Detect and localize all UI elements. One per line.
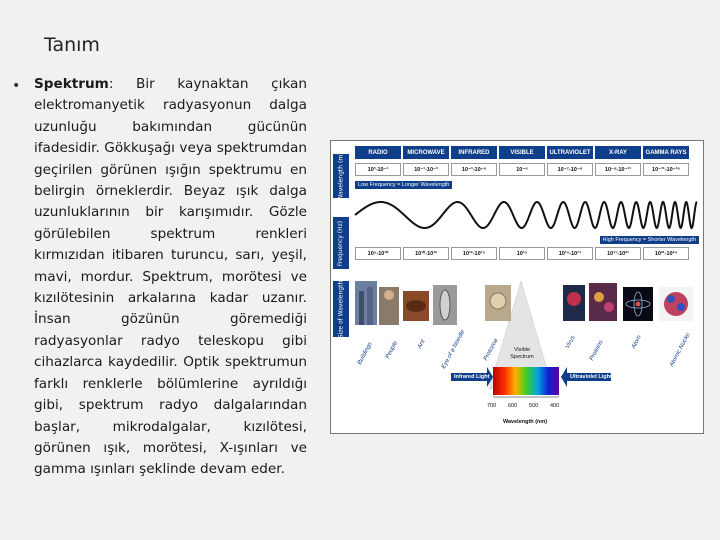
object-label-atomic-nuclei: Atomic Nuclei	[669, 332, 692, 368]
object-label-needle: Eye of a Needle	[441, 329, 467, 370]
ultraviolet-light-label: Ultraviolet Light	[570, 374, 612, 380]
object-label-proteins: Proteins	[589, 339, 605, 362]
frequency-xray: 10¹⁷-10²¹	[595, 247, 641, 260]
visible-spectrum-label: Visible Spectrum	[510, 347, 534, 360]
band-xray: X-RAY	[595, 146, 641, 159]
band-ultraviolet: ULTRAVIOLET	[547, 146, 593, 159]
slide-title: Tanım	[44, 34, 100, 56]
frequency-gamma: 10²¹-10²⁴	[643, 247, 689, 260]
band-microwave: MICROWAVE	[403, 146, 449, 159]
scale-tick-400: 400	[550, 403, 560, 409]
frequency-side-label: Frequency (Hz)	[333, 217, 349, 269]
size-side-label: Size of Wavelength	[333, 281, 349, 337]
object-label-protozoa: Protozoa	[483, 337, 500, 362]
color-spectrum-bar	[493, 367, 559, 395]
frequency-row	[355, 247, 689, 260]
object-label-virus: Virus	[565, 335, 577, 350]
definition-term: Spektrum	[34, 76, 109, 92]
frequency-ultraviolet: 10¹⁵-10¹⁷	[547, 247, 593, 260]
wave-and-spectrum-graphics	[331, 141, 705, 435]
object-label-atom: Atom	[631, 334, 643, 350]
wavelength-infrared: 10⁻³-10⁻⁶	[451, 163, 497, 176]
low-frequency-note: Low Frequency = Longer Wavelength	[355, 181, 452, 189]
band-gamma: GAMMA RAYS	[643, 146, 689, 159]
object-label-buildings: Buildings	[357, 341, 374, 366]
frequency-radio: 10⁵-10¹⁰	[355, 247, 401, 260]
scale-tick-700: 700	[487, 403, 497, 409]
frequency-microwave: 10¹⁰-10¹²	[403, 247, 449, 260]
band-visible: VISIBLE	[499, 146, 545, 159]
bullet-marker: •	[12, 78, 21, 94]
object-label-ant: Ant	[417, 339, 427, 350]
frequency-infrared: 10¹²-10¹⁵	[451, 247, 497, 260]
wavelength-visible: 10⁻⁶	[499, 163, 545, 176]
frequency-visible: 10¹⁵	[499, 247, 545, 260]
infrared-light-label: Infrared Light	[454, 374, 490, 380]
proteins-image	[589, 283, 617, 321]
wavelength-xray: 10⁻⁸-10⁻¹¹	[595, 163, 641, 176]
wavelength-gamma: 10⁻¹¹-10⁻¹⁶	[643, 163, 689, 176]
object-label-people: People	[385, 340, 400, 360]
scale-tick-500: 500	[529, 403, 539, 409]
wavelength-radio: 10³-10⁻¹	[355, 163, 401, 176]
wavelength-microwave: 10⁻¹-10⁻³	[403, 163, 449, 176]
wavelength-side-label: Wavelength (m)	[333, 154, 349, 198]
scale-tick-600: 600	[508, 403, 518, 409]
scale-unit-label: Wavelength (nm)	[503, 419, 548, 425]
definition-paragraph	[34, 74, 307, 481]
em-wave	[355, 202, 697, 228]
high-frequency-note: High Frequency = Shorter Wavelength	[600, 236, 700, 244]
wavelength-ultraviolet: 10⁻⁷-10⁻⁸	[547, 163, 593, 176]
buildings-image	[355, 281, 377, 325]
em-spectrum-figure	[330, 140, 704, 434]
band-infrared: INFRARED	[451, 146, 497, 159]
definition-text: : Bir kaynaktan çıkan elektromanyetik radyasyonun dalga uzunluğu bakımından gücünün ifadesidir. Gökkuşağı veya spektrumdan geçirilen görünen ışığın spektrumu en belirgin örneklerdir. Beyaz ışık dalga uzunluklarının bir karışımıdır. Gözle görülebilen spektrum renkleri kırmızıdan itibaren turuncu, sarı, yeşil, mavi, mordur. Spektrum, morötesi ve kızılötesinin arkalarına kadar uzanır. İnsan gözünün göremediği radyasyonlar radyo teleskopu gibi cihazlarca kaydedilir. Optik spektrumun farklı renklerle bölümlerine ayrıldığı gibi, spektrum radyo dalgalarından başlar, mikrodalgalar, kızılötesi, görünen ışık, morötesi, X-ışınları ve gamma ışınları şeklinde devam eder.	[34, 76, 307, 478]
band-radio: RADIO	[355, 146, 401, 159]
